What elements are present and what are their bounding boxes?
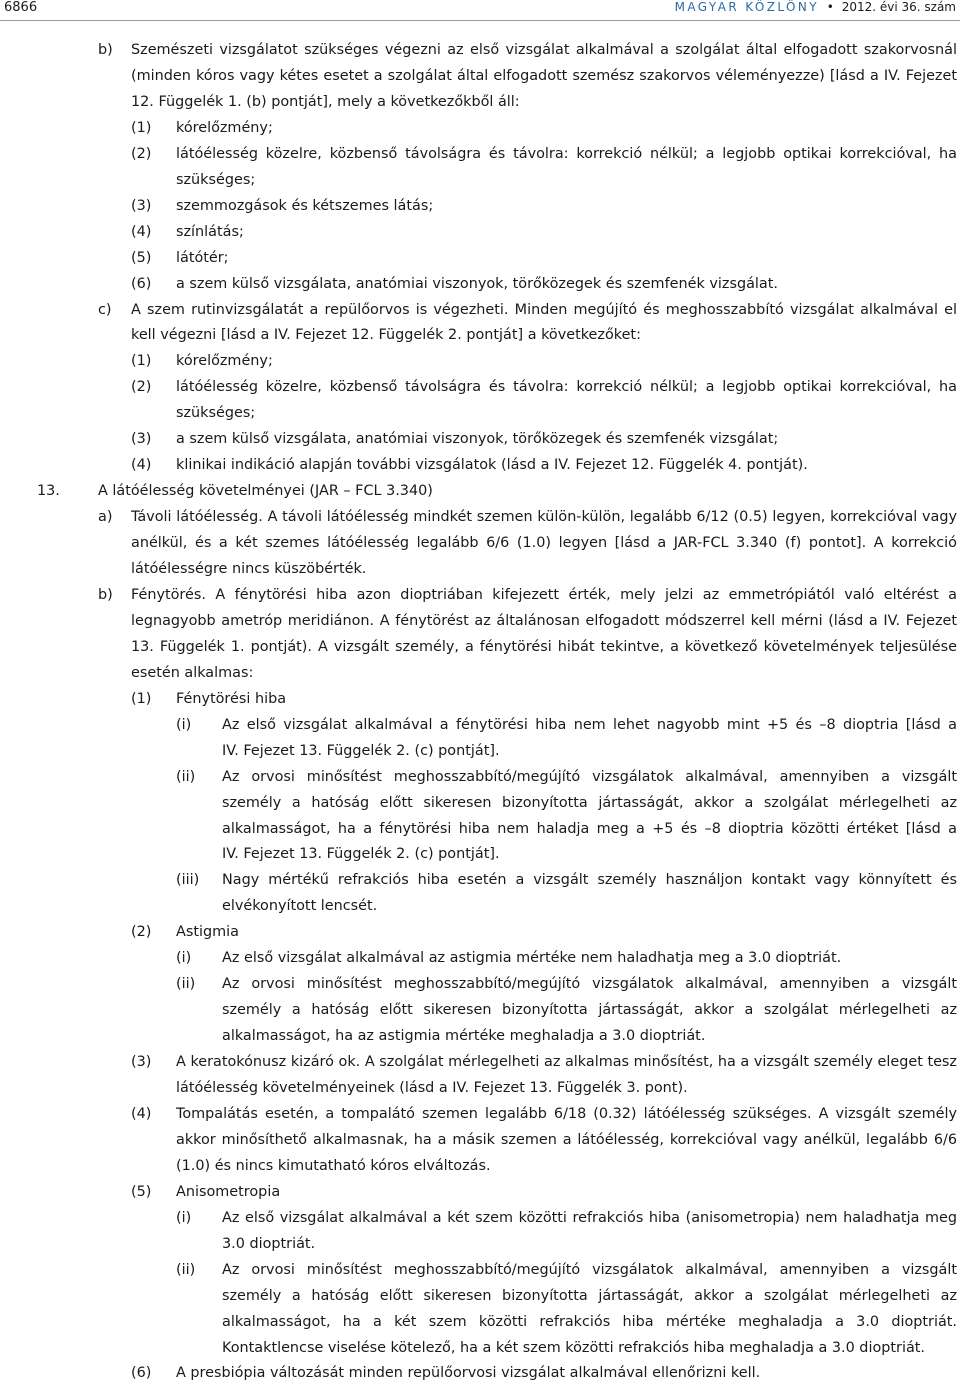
list-number: (2) bbox=[131, 924, 152, 941]
list-item-line: Nagy mértékű refrakciós hiba esetén a vizsgált személy használjon kontakt vagy könnyített és bbox=[222, 872, 957, 889]
roman-number: (i) bbox=[176, 1209, 192, 1226]
list-number: (1) bbox=[131, 353, 152, 370]
list-item-line: személy a hatóság előtt sikeresen bizonyította jártasságát, akkor a szolgálat mérlegelheti az bbox=[222, 1287, 957, 1304]
list-item-line: kórelőzmény; bbox=[176, 119, 273, 136]
journal-title: MAGYAR KÖZLÖNY bbox=[674, 0, 819, 14]
list-label: b) bbox=[98, 586, 113, 603]
paragraph-line: (minden kóros vagy kétes esetet a szolgálat által elfogadott szemész szakorvos véleményezze) [lásd a IV. Fejezet bbox=[131, 67, 957, 84]
list-number: (1) bbox=[131, 690, 152, 707]
list-number: (3) bbox=[131, 197, 152, 214]
page-header bbox=[0, 0, 960, 20]
journal-info bbox=[675, 0, 956, 14]
list-item-line: IV. Fejezet 13. Függelék 2. (c) pontját]. bbox=[222, 742, 500, 759]
list-label: c) bbox=[98, 301, 112, 318]
roman-number: (ii) bbox=[176, 768, 196, 785]
list-item-line: kórelőzmény; bbox=[176, 353, 273, 370]
roman-number: (ii) bbox=[176, 1261, 196, 1278]
list-item-line: a szem külső vizsgálata, anatómiai viszonyok, törőközegek és szemfenék vizsgálat; bbox=[176, 431, 779, 448]
list-number: (6) bbox=[131, 1365, 152, 1382]
roman-number: (iii) bbox=[176, 872, 200, 889]
list-item-line: látótér; bbox=[176, 249, 229, 266]
list-number: (3) bbox=[131, 431, 152, 448]
list-item-line: elvékonyított lencsét. bbox=[222, 898, 378, 915]
paragraph-line: Fénytörés. A fénytörési hiba azon dioptriában kifejezett érték, mely jelzi az emmetrópiától való eltérést a bbox=[131, 586, 957, 603]
list-item-line: alkalmasságot, ha a két szem közötti refrakciós hiba mértéke meghaladja a 3.0 dioptriát. bbox=[222, 1313, 957, 1330]
list-number: (1) bbox=[131, 119, 152, 136]
section-number: 13. bbox=[37, 483, 60, 500]
paragraph-line: kell végezni [lásd a IV. Fejezet 12. Függelék 2. pontját] a következőket: bbox=[131, 327, 641, 344]
list-number: (4) bbox=[131, 457, 152, 474]
list-label: b) bbox=[98, 42, 113, 58]
list-number: (4) bbox=[131, 1105, 152, 1122]
paragraph-line: anélkül, és a két szemes látóélesség legalább 6/6 (1.0) legyen [lásd a JAR-FCL 3.340 (f) pontot]. A korrekció bbox=[131, 535, 957, 552]
list-item-line: klinikai indikáció alapján további vizsgálatok (lásd a IV. Fejezet 12. Függelék 4. pontját). bbox=[176, 457, 808, 474]
list-item-line: IV. Fejezet 13. Függelék 2. (c) pontját]. bbox=[222, 846, 500, 863]
list-number: (6) bbox=[131, 275, 152, 292]
list-number: (5) bbox=[131, 1183, 152, 1200]
list-item-line: 3.0 dioptriát. bbox=[222, 1235, 316, 1252]
list-number: (4) bbox=[131, 223, 152, 240]
list-item-line: alkalmasságot, ha az astigmia mértéke meghaladja a 3.0 dioptriát. bbox=[222, 1028, 706, 1045]
paragraph-line: 12. Függelék 1. (b) pontját], mely a következőkből áll: bbox=[131, 93, 520, 110]
list-item-line: személy a hatóság előtt sikeresen bizonyította jártasságát, akkor a szolgálat mérlegelheti az bbox=[222, 794, 957, 811]
list-number: (3) bbox=[131, 1054, 152, 1071]
list-item-line: Az első vizsgálat alkalmával a két szem közötti refrakciós hiba (anisometropia) nem haladhatja meg bbox=[222, 1209, 957, 1226]
list-item-line: Az orvosi minősítést meghosszabbító/megújító vizsgálatok alkalmával, amennyiben a vizsgált bbox=[222, 976, 957, 993]
roman-number: (i) bbox=[176, 716, 192, 733]
paragraph-line: legnagyobb ametróp meridiánon. A fénytörést az általánosan elfogadott módszerrel kell mérni (lásd a IV. Fejezet bbox=[131, 612, 957, 629]
list-item-line: A keratokónusz kizáró ok. A szolgálat mérlegelheti az alkalmas minősítést, ha a vizsgált személy eleget tesz bbox=[176, 1054, 957, 1071]
list-item-line: szemmozgások és kétszemes látás; bbox=[176, 197, 434, 214]
list-item-line: akkor minősíthető alkalmasnak, ha a másik szemen a látóélesség, korrekcióval vagy anélkül, legalább 6/6 bbox=[176, 1131, 957, 1148]
list-item-line: Kontaktlencse viselése kötelező, ha a két szem közötti refrakciós hiba meghaladja a 3.0 dioptriát. bbox=[222, 1339, 925, 1356]
list-item-line: Az orvosi minősítést meghosszabbító/megújító vizsgálatok alkalmával, amennyiben a vizsgált bbox=[222, 768, 957, 785]
list-item-line: Az orvosi minősítést meghosszabbító/megújító vizsgálatok alkalmával, amennyiben a vizsgált bbox=[222, 1261, 957, 1278]
list-item-line: a szem külső vizsgálata, anatómiai viszonyok, törőközegek és szemfenék vizsgálat. bbox=[176, 275, 778, 292]
list-item-line: látóélesség követelményeinek (lásd a IV. Fejezet 13. Függelék 3. pont). bbox=[176, 1080, 688, 1096]
bullet-separator: • bbox=[826, 0, 834, 14]
paragraph-line: látóélességre nincs küszöbérték. bbox=[131, 561, 367, 577]
paragraph-line: A szem rutinvizsgálatát a repülőorvos is végezheti. Minden megújító és meghosszabbító vizsgálat alkalmával el bbox=[131, 301, 957, 318]
subsection-title: Anisometropia bbox=[176, 1183, 281, 1200]
subsection-title: Fénytörési hiba bbox=[176, 690, 287, 707]
list-item-line: Tompalátás esetén, a tompalátó szemen legalább 6/18 (0.32) látóélesség szükséges. A vizsgált személy bbox=[176, 1105, 957, 1122]
list-item-line: színlátás; bbox=[176, 223, 244, 240]
roman-number: (i) bbox=[176, 950, 192, 967]
list-item-line: A presbiópia változását minden repülőorvosi vizsgálat alkalmával ellenőrizni kell. bbox=[176, 1365, 761, 1382]
list-item-line: Az első vizsgálat alkalmával a fénytörési hiba nem lehet nagyobb mint +5 és –8 dioptria [lásd a bbox=[222, 716, 957, 733]
list-number: (5) bbox=[131, 249, 152, 266]
list-item-line: Az első vizsgálat alkalmával az astigmia mértéke nem haladhatja meg a 3.0 dioptriát. bbox=[222, 950, 842, 967]
paragraph-line: esetén alkalmas: bbox=[131, 664, 254, 681]
roman-number: (ii) bbox=[176, 976, 196, 993]
header-rule bbox=[0, 20, 960, 21]
list-label: a) bbox=[98, 509, 113, 526]
subsection-title: Astigmia bbox=[176, 924, 239, 941]
section-title: A látóélesség követelményei (JAR – FCL 3.340) bbox=[98, 483, 433, 500]
list-item-line: (1.0) és nincs kimutatható kóros elváltozás. bbox=[176, 1157, 491, 1174]
issue-number: 2012. évi 36. szám bbox=[841, 0, 956, 14]
list-number: (2) bbox=[131, 145, 152, 162]
list-item-line: szükséges; bbox=[176, 405, 256, 422]
list-item-line: alkalmasságot, ha a fénytörési hiba nem haladja meg a +5 és –8 dioptria közötti értéket [lásd a bbox=[222, 820, 957, 837]
paragraph-line: Távoli látóélesség. A távoli látóélesség mindkét szemen külön-külön, legalább 6/12 (0.5) legyen, korrekcióval vagy bbox=[131, 509, 957, 526]
page-number: 6866 bbox=[4, 0, 38, 15]
list-item-line: személy a hatóság előtt sikeresen bizonyította jártasságát, akkor a szolgálat mérlegelheti az bbox=[222, 1002, 957, 1019]
paragraph-line: 13. Függelék 1. pontját). A vizsgált személy, a fénytörési hibát tekintve, a következő követelmények teljesülése bbox=[131, 638, 957, 655]
list-item-line: szükséges; bbox=[176, 171, 256, 188]
paragraph-line: Szemészeti vizsgálatot szükséges végezni az első vizsgálat alkalmával a szolgálat által elfogadott szakorvosnál bbox=[131, 42, 957, 58]
list-item-line: látóélesség közelre, közbenső távolságra és távolra: korrekció nélkül; a legjobb optikai korrekcióval, ha bbox=[176, 379, 957, 396]
list-item-line: látóélesség közelre, közbenső távolságra és távolra: korrekció nélkül; a legjobb optikai korrekcióval, ha bbox=[176, 145, 957, 162]
list-number: (2) bbox=[131, 379, 152, 396]
